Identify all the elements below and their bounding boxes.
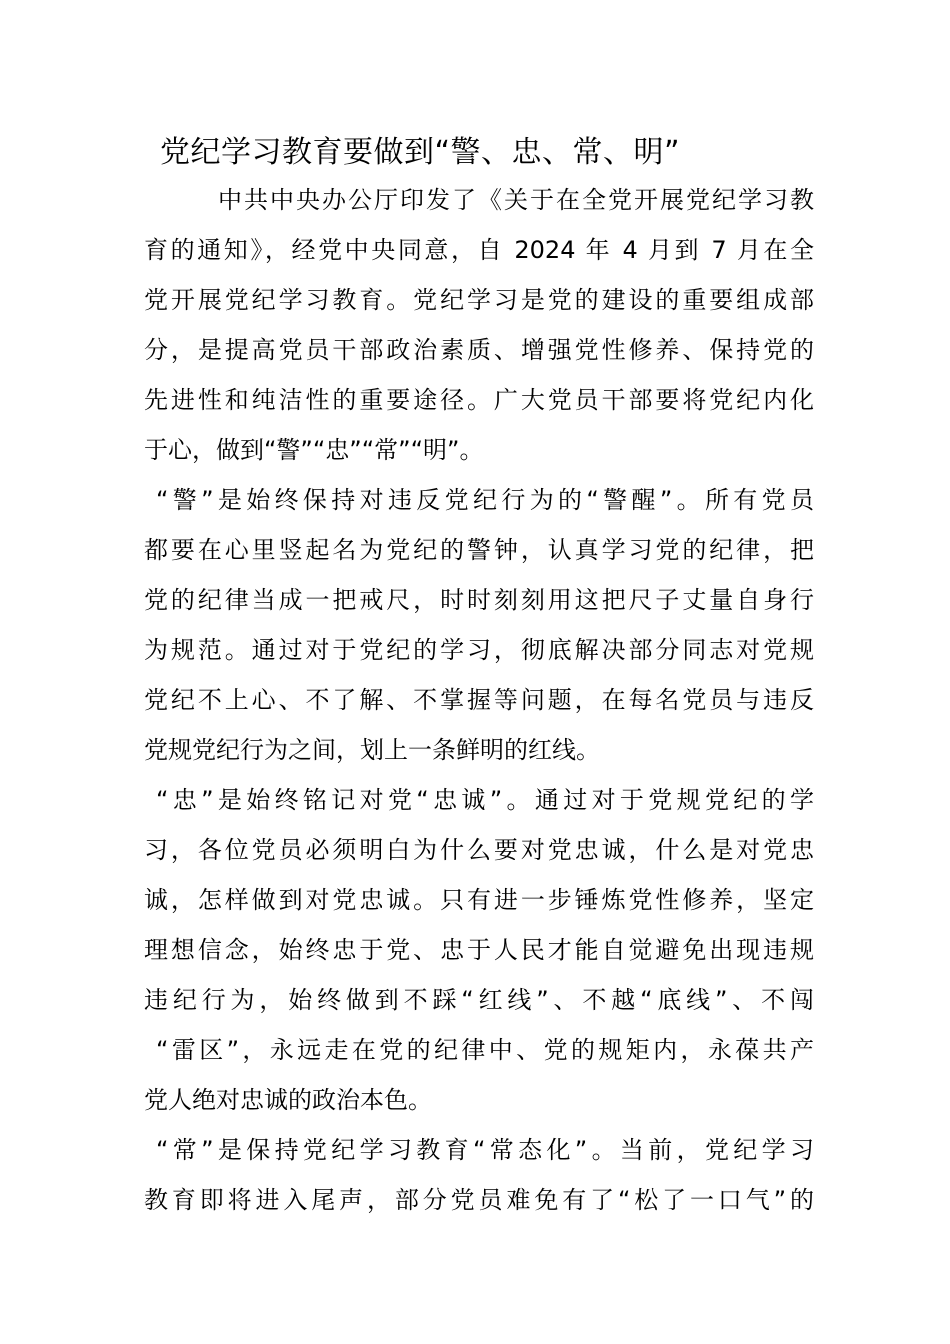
body-line: 党开展党纪学习教育。党纪学习是党的建设的重要组成部 [144, 286, 814, 314]
body-line: “雷区”，永远走在党的纪律中、党的规矩内，永葆共产 [156, 1036, 814, 1064]
body-line: 为规范。通过对于党纪的学习，彻底解决部分同志对党规 [144, 636, 814, 664]
body-line: 违纪行为，始终做到不踩“红线”、不越“底线”、不闯 [144, 986, 814, 1014]
body-line: 党的纪律当成一把戒尺，时时刻刻用这把尺子丈量自身行 [144, 586, 814, 614]
body-line: 都要在心里竖起名为党纪的警钟，认真学习党的纪律，把 [144, 536, 814, 564]
body-line: 中共中央办公厅印发了《关于在全党开展党纪学习教 [218, 186, 814, 214]
body-line: 诚，怎样做到对党忠诚。只有进一步锤炼党性修养，坚定 [144, 886, 814, 914]
body-line: 分，是提高党员干部政治素质、增强党性修养、保持党的 [144, 336, 814, 364]
body-line: 党人绝对忠诚的政治本色。 [144, 1086, 432, 1114]
body-line: “常”是保持党纪学习教育“常态化”。当前，党纪学习 [156, 1136, 814, 1164]
body-line: 教育即将进入尾声，部分党员难免有了“松了一口气”的 [144, 1186, 814, 1214]
body-line: 习，各位党员必须明白为什么要对党忠诚，什么是对党忠 [144, 836, 814, 864]
body-line: 党规党纪行为之间，划上一条鲜明的红线。 [144, 736, 600, 764]
body-line: “警”是始终保持对违反党纪行为的“警醒”。所有党员 [156, 486, 814, 514]
body-line: 育的通知》，经党中央同意，自 2024 年 4 月到 7 月在全 [144, 236, 814, 264]
body-line: 党纪不上心、不了解、不掌握等问题，在每名党员与违反 [144, 686, 814, 714]
body-line: 理想信念，始终忠于党、忠于人民才能自觉避免出现违规 [144, 936, 814, 964]
document-title: 党纪学习教育要做到“警、忠、常、明” [160, 135, 681, 170]
body-line: 先进性和纯洁性的重要途径。广大党员干部要将党纪内化 [144, 386, 814, 414]
body-line: “忠”是始终铭记对党“忠诚”。通过对于党规党纪的学 [156, 786, 814, 814]
body-line: 于心，做到“警”“忠”“常”“明”。 [144, 436, 484, 464]
